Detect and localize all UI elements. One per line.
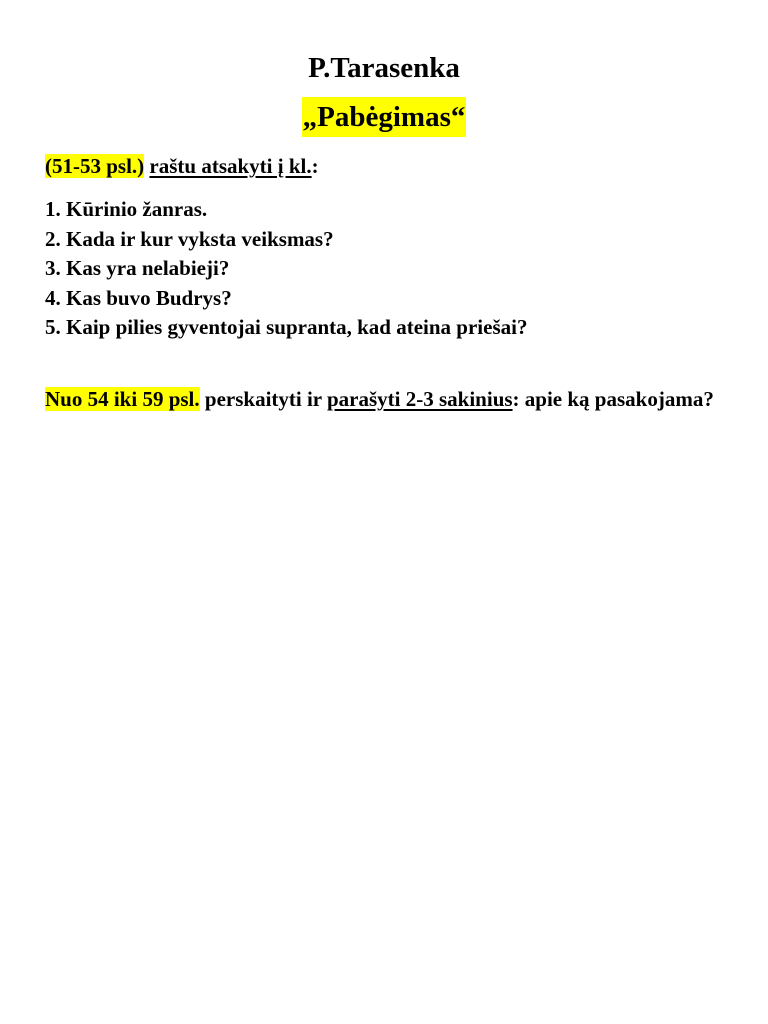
reading-end: : apie ką pasakojama? [512,387,714,411]
author-heading: P.Tarasenka [308,52,460,84]
assignment-colon: : [311,154,319,178]
reading-middle: perskaityti ir [199,387,327,411]
assignment-pages: (51-53 psl.) [45,154,145,178]
question-item: 2. Kada ir kur vyksta veiksmas? [45,226,334,251]
question-item: 1. Kūrinio žanras. [45,197,208,221]
work-title: „Pabėgimas“ [302,97,467,137]
assignment-line [45,152,319,180]
reading-task [45,384,725,414]
question-list [45,195,527,343]
question-item: 4. Kas buvo Budrys? [45,285,232,310]
question-item: 5. Kaip pilies gyventojai supranta, kad ateina priešai? [45,315,528,339]
reading-task-underlined: parašyti 2-3 sakinius [327,387,513,411]
reading-pages: Nuo 54 iki 59 psl. [45,387,200,411]
question-item: 3. Kas yra nelabieji? [45,256,230,280]
assignment-instruction: raštu atsakyti į kl. [149,154,312,178]
title-wrapper [0,97,768,137]
